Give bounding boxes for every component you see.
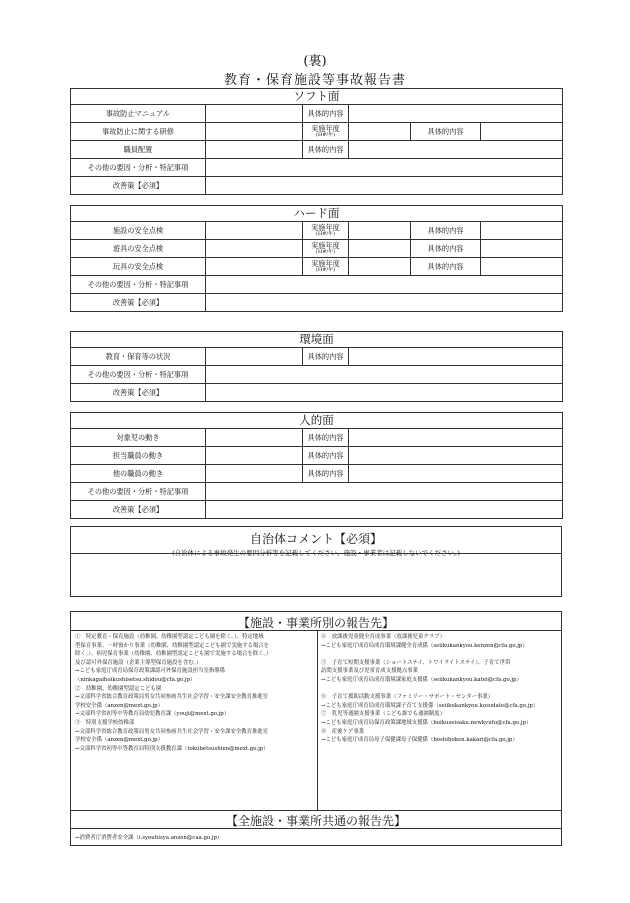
environment-title: 環境面: [71, 332, 563, 348]
report-line: ⑦ 乳児等通園支援事業（こども誰でも通園制度）: [321, 711, 445, 718]
input-cell[interactable]: [349, 105, 563, 123]
report-line: ⑧ 産後ケア事業: [321, 728, 365, 735]
common-destination-title: 【全施設・事業所共通の報告先】: [225, 814, 406, 828]
human-table: [70, 412, 563, 519]
input-cell[interactable]: [206, 483, 563, 501]
input-cell[interactable]: [481, 123, 563, 141]
column-divider: [317, 630, 318, 810]
report-line: 型保育事業、一時預かり事業（幼稚園、幼稚園型認定こども園で実施する場合を: [75, 642, 270, 649]
report-line: 訪問支援事業及び児童育成支援拠点事業: [321, 668, 419, 675]
report-destination-title: 【施設・事業所別の報告先】: [237, 616, 394, 630]
input-cell[interactable]: [206, 240, 303, 258]
input-cell[interactable]: [206, 159, 563, 177]
software-title: ソフト面: [71, 89, 563, 105]
date-label-main: 実施年度: [311, 124, 340, 134]
row-label: 玩具の安全点検: [71, 258, 206, 276]
row-label: 改善策【必須】: [71, 294, 206, 312]
input-cell[interactable]: [349, 141, 563, 159]
input-cell[interactable]: [206, 447, 303, 465]
common-destination-text: →消費者庁消費者安全課（i.syouhisya.anzen@caa.go.jp）: [75, 835, 223, 841]
date-label: [303, 123, 349, 141]
left-report-list: [75, 633, 272, 753]
input-cell[interactable]: [206, 501, 563, 519]
date-label-main: 実施年度: [311, 223, 340, 233]
report-line: →文部科学省総合教育政策局男女共同参画共生社会学習・安全課安全教育推進室: [75, 728, 269, 735]
input-cell[interactable]: [349, 123, 411, 141]
report-line: →こども家庭庁成育局成育環境課健全育成係（seiikukankyou.kenzen@cfa.go.jp）: [321, 642, 528, 649]
municipal-comment-title: 自治体コメント【必須】: [249, 532, 382, 546]
input-cell[interactable]: [206, 141, 303, 159]
report-line: 及び認可外保育施設（企業主導型保育施設を含む。）: [75, 659, 202, 666]
input-cell[interactable]: [349, 222, 411, 240]
row-label: その他の要因・分析・特記事項: [71, 366, 206, 384]
report-line: →文部科学省総合教育政策局男女共同参画共生社会学習・安全課安全教育推進室: [75, 694, 269, 701]
report-line: ② 幼稚園、幼稚園型認定こども園: [75, 685, 162, 692]
input-cell[interactable]: [206, 348, 303, 366]
input-cell[interactable]: [206, 222, 303, 240]
report-line: ⑥ 子育て援助活動支援事業（ファミリー・サポート・センター事業）: [321, 694, 494, 701]
report-line: 学校安全係（anzen@mext.go.jp）: [75, 737, 163, 744]
report-line: →こども家庭庁成育局成育環境課子育て支援係（seiikukankyou.kosodate@cfa.go.jp）: [321, 702, 539, 709]
content-label: 具体的内容: [303, 465, 349, 483]
report-line: →こども家庭庁成育局成育環境課家庭支援係（seiikukankyou.katei@cfa.go.jp）: [321, 676, 522, 683]
row-label: その他の要因・分析・特記事項: [71, 483, 206, 501]
report-destination-box: [70, 611, 562, 829]
input-cell[interactable]: [349, 240, 411, 258]
input-cell[interactable]: [481, 240, 563, 258]
row-label: 対象児の動き: [71, 429, 206, 447]
report-line: （ninkagaihoikushisetsu.shidou@cfa.go.jp）: [75, 676, 196, 683]
divider: [71, 630, 561, 631]
input-cell[interactable]: [206, 258, 303, 276]
input-cell[interactable]: [206, 177, 563, 195]
input-cell[interactable]: [206, 105, 303, 123]
report-line: →文部科学省初等中等教育局幼児教育課（youji@mext.go.jp）: [75, 711, 230, 718]
document-title: 教育・保育施設等事故報告書: [223, 73, 406, 88]
content-label: 具体的内容: [303, 105, 349, 123]
input-cell[interactable]: [349, 465, 563, 483]
municipal-comment-note: (自治体による事故発生の要因分析等を記載してください。施設・事業者は記載しないでください。): [172, 549, 460, 557]
page-side-label: (裏): [303, 54, 327, 69]
municipal-comment-input[interactable]: [71, 554, 561, 596]
content-label: 具体的内容: [411, 123, 481, 141]
report-line: →こども家庭庁成育局母子保健課母子保健係（boshihoken.kakari@cfa.go.jp）: [321, 737, 518, 744]
input-cell[interactable]: [481, 222, 563, 240]
row-label: 事故防止マニュアル: [71, 105, 206, 123]
content-label: 具体的内容: [411, 222, 481, 240]
input-cell[interactable]: [349, 429, 563, 447]
row-label: 事故防止に関する研修: [71, 123, 206, 141]
environment-table: [70, 331, 563, 402]
row-label: 遊具の安全点検: [71, 240, 206, 258]
date-label-main: 実施年度: [311, 241, 340, 251]
date-label: [303, 222, 349, 240]
input-cell[interactable]: [206, 429, 303, 447]
content-label: 具体的内容: [303, 348, 349, 366]
common-destination-box: [70, 828, 562, 846]
row-label: その他の要因・分析・特記事項: [71, 159, 206, 177]
date-label-sub: (H#/年): [315, 266, 336, 273]
row-label: 他の職員の動き: [71, 465, 206, 483]
date-label-sub: (H#/年): [315, 230, 336, 237]
row-label: 担当職員の動き: [71, 447, 206, 465]
input-cell[interactable]: [206, 294, 563, 312]
row-label: 職員配置: [71, 141, 206, 159]
input-cell[interactable]: [206, 123, 303, 141]
input-cell[interactable]: [206, 366, 563, 384]
content-label: 具体的内容: [303, 429, 349, 447]
content-label: 具体的内容: [411, 258, 481, 276]
row-label: 教育・保育等の状況: [71, 348, 206, 366]
report-line: ① 特定教育・保育施設（幼稚園、幼稚園型認定こども園を除く。）、特定地域: [75, 634, 264, 640]
report-line: 除く。）、病児保育事業（幼稚園、幼稚園型認定こども園で実施する場合を除く。）: [75, 651, 272, 658]
input-cell[interactable]: [481, 258, 563, 276]
input-cell[interactable]: [349, 258, 411, 276]
input-cell[interactable]: [206, 276, 563, 294]
date-label: [303, 258, 349, 276]
report-line: ④ 放課後児童健全育成事業（放課後児童クラブ）: [321, 634, 446, 640]
input-cell[interactable]: [206, 465, 303, 483]
report-line: 学校安全係（anzen@mext.go.jp）: [75, 702, 163, 709]
date-label-main: 実施年度: [311, 259, 340, 269]
report-line: →文部科学省初等中等教育局特別支援教育課（tokubetsushien@mext.go.jp）: [75, 745, 269, 752]
content-label: 具体的内容: [303, 141, 349, 159]
right-report-list: [321, 633, 538, 745]
divider: [71, 810, 561, 811]
row-label: 改善策【必須】: [71, 501, 206, 519]
report-line: [321, 650, 538, 659]
report-line: ⑤ 子育て短期支援事業（ショートステイ、トワイライトステイ）、子育て世帯: [321, 659, 511, 666]
report-line: →こども家庭庁成育局保育政策課地域支援係（hoikuseisaku.newkyufu@cfa.go.jp）: [321, 719, 532, 726]
row-label: その他の要因・分析・特記事項: [71, 276, 206, 294]
report-line: →こども家庭庁成育局保育政策課認可外保育施設担当室指導係: [75, 668, 226, 675]
software-table: [70, 88, 563, 195]
date-label: [303, 240, 349, 258]
date-label-sub: (H#/年): [315, 131, 336, 138]
content-label: 具体的内容: [303, 447, 349, 465]
hardware-title: ハード面: [71, 206, 563, 222]
row-label: 改善策【必須】: [71, 384, 206, 402]
input-cell[interactable]: [349, 348, 563, 366]
date-label-sub: (H#/年): [315, 248, 336, 255]
input-cell[interactable]: [349, 447, 563, 465]
content-label: 具体的内容: [411, 240, 481, 258]
input-cell[interactable]: [206, 384, 563, 402]
municipal-comment-box: [70, 526, 562, 597]
row-label: 改善策【必須】: [71, 177, 206, 195]
row-label: 施設の安全点検: [71, 222, 206, 240]
report-line: ③ 特別支援学校幼稚部: [75, 719, 135, 726]
human-title: 人的面: [71, 413, 563, 429]
hardware-table: [70, 205, 563, 312]
report-line: [321, 685, 538, 694]
